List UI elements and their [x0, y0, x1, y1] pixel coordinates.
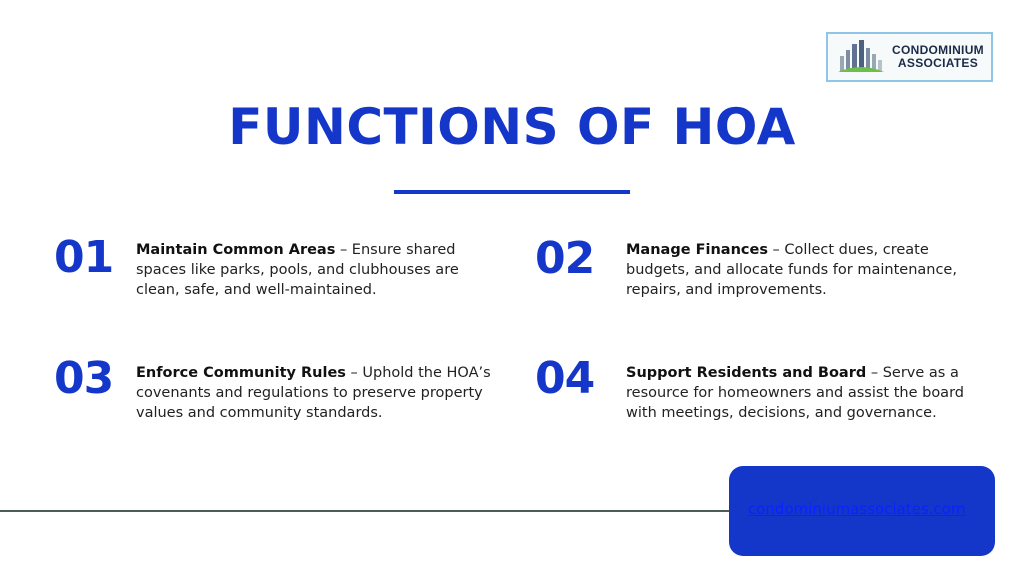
item-text: – Uphold the HOA’s covenants and regulations to preserve property values and community standards. — [136, 365, 491, 421]
title-underline — [394, 190, 630, 194]
item-number: 02 — [535, 233, 595, 284]
company-logo — [826, 32, 993, 82]
item-heading: Support Residents and Board — [626, 365, 867, 381]
item-description — [136, 240, 486, 300]
logo-line-1: CONDOMINIUM — [892, 43, 984, 57]
item-text: – Serve as a resource for homeowners and assist the board with meetings, decisions, and governance. — [626, 365, 964, 421]
logo-line-2: ASSOCIATES — [897, 56, 979, 70]
logo-text — [892, 44, 984, 70]
item-number: 04 — [535, 353, 595, 404]
item-text: – Collect dues, create budgets, and allocate funds for maintenance, repairs, and improvements. — [626, 242, 957, 298]
item-heading: Manage Finances — [626, 242, 768, 258]
footer-divider — [0, 510, 740, 512]
city-skyline-icon — [838, 40, 884, 74]
item-heading: Enforce Community Rules — [136, 365, 346, 381]
item-description — [626, 240, 976, 300]
website-link[interactable]: condominiumassociates.com — [748, 500, 966, 518]
item-heading: Maintain Common Areas — [136, 242, 336, 258]
item-description — [136, 363, 491, 423]
item-number: 01 — [54, 232, 114, 283]
item-number: 03 — [54, 353, 114, 404]
page-title: FUNCTIONS OF HOA — [228, 98, 796, 156]
item-text: – Ensure shared spaces like parks, pools, and clubhouses are clean, safe, and well-maintained. — [136, 242, 459, 298]
item-description — [626, 363, 976, 423]
